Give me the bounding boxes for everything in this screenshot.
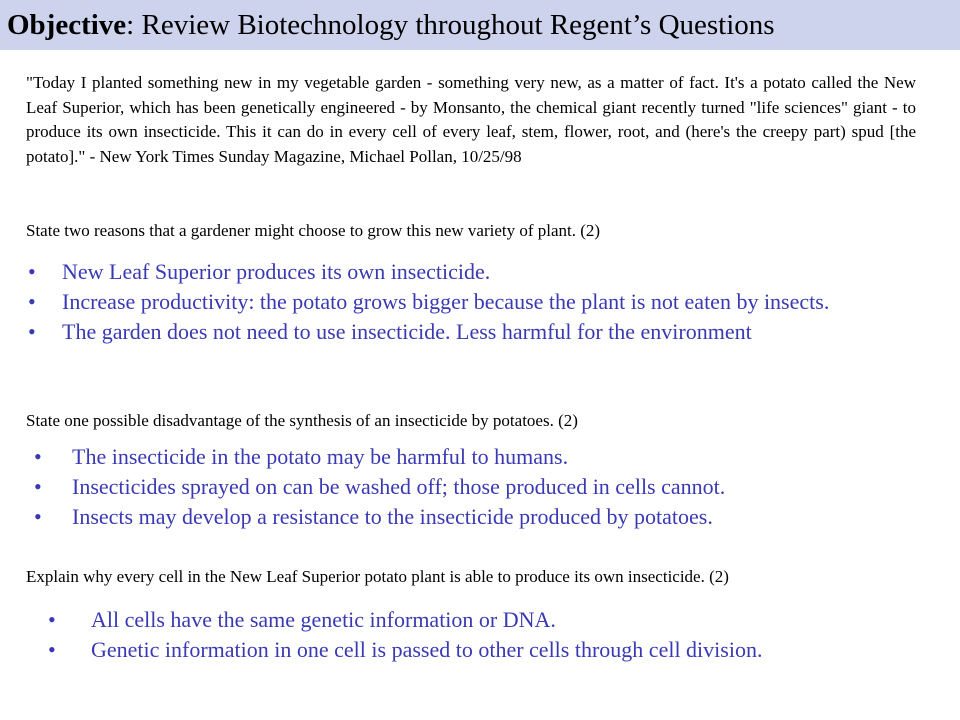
- bullet-icon: •: [28, 319, 36, 344]
- answer-text: Increase productivity: the potato grows bigger because the plant is not eaten by insects.: [62, 289, 830, 314]
- bullet-icon: •: [34, 444, 42, 469]
- bullet-icon: •: [34, 504, 42, 529]
- answer-list-2: [34, 442, 934, 532]
- page-title: [7, 6, 775, 44]
- answer-item: [28, 287, 928, 317]
- answer-item: [48, 635, 948, 665]
- question-1: State two reasons that a gardener might choose to grow this new variety of plant. (2): [26, 221, 601, 240]
- title-rest: : Review Biotechnology throughout Regent’s Questions: [126, 9, 775, 41]
- bullet-icon: •: [28, 259, 36, 284]
- answer-item: [34, 502, 934, 532]
- answer-text: Insecticides sprayed on can be washed off; those produced in cells cannot.: [72, 474, 726, 499]
- bullet-icon: •: [34, 474, 42, 499]
- answer-item: [34, 442, 934, 472]
- bullet-icon: •: [48, 637, 56, 662]
- title-bold: Objective: [7, 9, 127, 41]
- answer-text: All cells have the same genetic information or DNA.: [91, 607, 556, 632]
- answer-list-1: [28, 257, 928, 347]
- title-bar: [0, 0, 960, 50]
- bullet-icon: •: [28, 289, 36, 314]
- answer-text: New Leaf Superior produces its own insecticide.: [62, 259, 491, 284]
- answer-text: Genetic information in one cell is passed to other cells through cell division.: [91, 637, 763, 662]
- question-3: Explain why every cell in the New Leaf Superior potato plant is able to produce its own insecticide. (2): [26, 567, 729, 586]
- answer-item: [28, 317, 928, 347]
- quote-paragraph: "Today I planted something new in my vegetable garden - something very new, as a matter of fact. It's a potato called the New Leaf Superior, which has been genetically engineered - by Monsanto, the chemical giant recently turned "life sciences" giant - to produce its own insecticide. This it can do in every cell of every leaf, stem, flower, root, and (here's the creepy part) spud [the potato]." - New York Times Sunday Magazine, Michael Pollan, 10/25/98: [26, 73, 916, 166]
- answer-item: [28, 257, 928, 287]
- answer-text: The garden does not need to use insecticide. Less harmful for the environment: [62, 319, 752, 344]
- bullet-icon: •: [48, 607, 56, 632]
- answer-list-3: [48, 605, 948, 665]
- question-2: State one possible disadvantage of the synthesis of an insecticide by potatoes. (2): [26, 411, 578, 430]
- answer-text: The insecticide in the potato may be harmful to humans.: [72, 444, 569, 469]
- answer-item: [48, 605, 948, 635]
- answer-item: [34, 472, 934, 502]
- answer-text: Insects may develop a resistance to the insecticide produced by potatoes.: [72, 504, 713, 529]
